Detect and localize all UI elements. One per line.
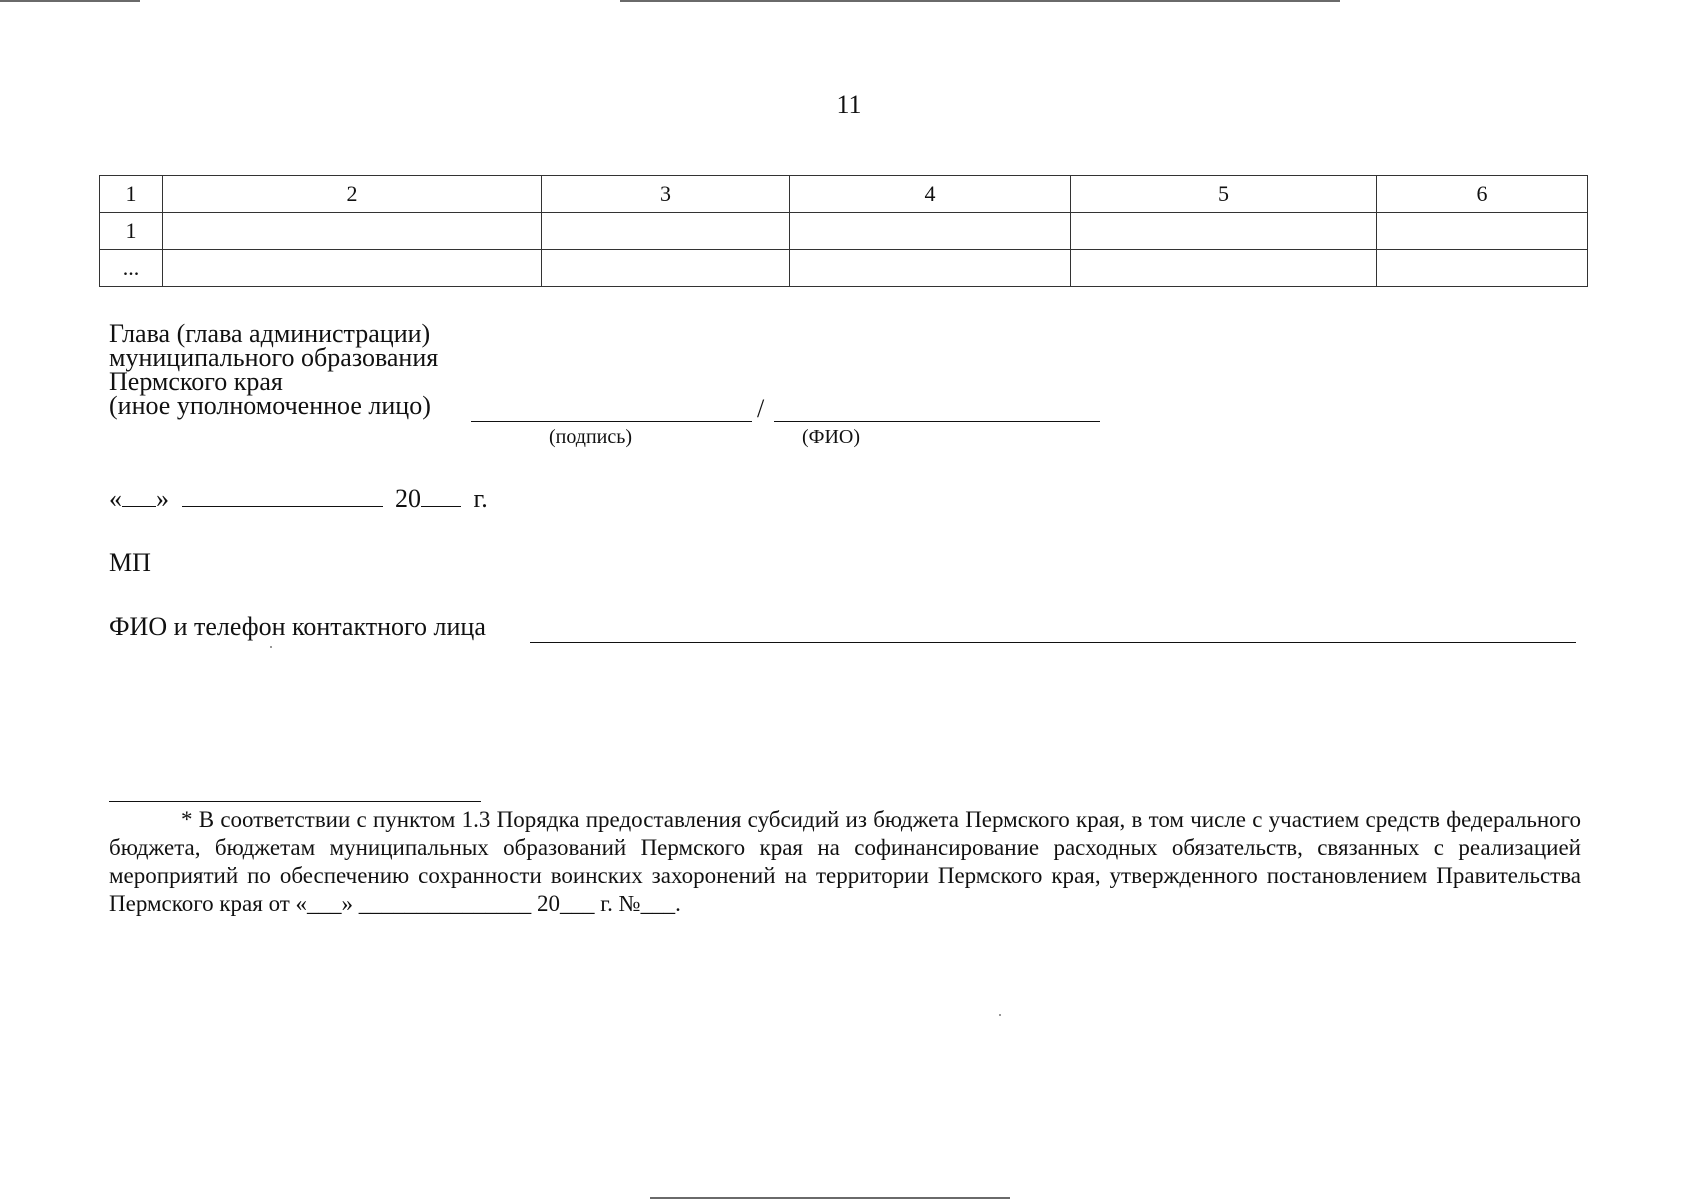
scan-edge-top-left	[0, 0, 140, 2]
signature-separator: /	[757, 394, 765, 423]
date-year-prefix: 20	[395, 484, 421, 513]
scan-speck	[999, 1014, 1001, 1016]
table-cell	[1377, 213, 1588, 250]
table-header-cell: 4	[790, 176, 1071, 213]
date-year-suffix: г.	[473, 484, 488, 513]
date-close-quote: »	[156, 484, 169, 513]
table-cell	[542, 250, 790, 287]
full-name-field[interactable]	[774, 421, 1100, 422]
scan-edge-top-right	[620, 0, 1340, 2]
full-name-caption: (ФИО)	[802, 426, 861, 448]
table-cell	[163, 213, 542, 250]
stamp-label: МП	[109, 548, 151, 577]
table-header-cell: 5	[1071, 176, 1377, 213]
signatory-title-line: (иное уполномоченное лицо)	[109, 391, 431, 420]
table-cell	[790, 250, 1071, 287]
contact-label: ФИО и телефон контактного лица	[109, 612, 486, 641]
signatory-title-line: Глава (глава администрации)	[109, 319, 431, 348]
table-header-cell: 3	[542, 176, 790, 213]
table-header-cell: 1	[100, 176, 163, 213]
table-cell	[163, 250, 542, 287]
table-row	[100, 250, 1588, 287]
table-header-cell: 6	[1377, 176, 1588, 213]
scan-speck	[270, 646, 272, 648]
signatory-title-line: муниципального образования	[109, 343, 439, 372]
signature-block	[109, 319, 439, 420]
scan-edge-bottom	[650, 1197, 1010, 1199]
table-header-cell: 2	[163, 176, 542, 213]
signature-caption: (подпись)	[549, 426, 633, 448]
footnote-separator	[109, 801, 481, 802]
page-number: 11	[836, 90, 862, 119]
contact-field[interactable]	[530, 642, 1576, 643]
table-cell	[1071, 250, 1377, 287]
table-cell: 1	[100, 213, 163, 250]
date-month-field[interactable]	[182, 484, 383, 507]
date-open-quote: «	[109, 484, 122, 513]
table-cell	[1377, 250, 1588, 287]
table-cell: ...	[100, 250, 163, 287]
table-cell	[542, 213, 790, 250]
signatory-title-line: Пермского края	[109, 367, 283, 396]
table-cell	[1071, 213, 1377, 250]
date-year-field[interactable]	[421, 484, 461, 507]
date-day-field[interactable]	[122, 484, 156, 507]
signature-field[interactable]	[471, 421, 752, 422]
footnote: * В соответствии с пунктом 1.3 Порядка предоставления субсидий из бюджета Пермского края, в том числе с участием средств федерального бюджета, бюджетам муниципальных образований Пермского края на софинансирование расходных обязательств, связанных с реализацией мероприятий по обеспечению сохранности воинских захоронений на территории Пермского края, утвержденного постановлением Правительства Пермского края от «___» _______________ 20___ г. №___.	[109, 807, 1581, 916]
table-cell	[790, 213, 1071, 250]
data-table	[99, 175, 1588, 287]
table-header-row	[100, 176, 1588, 213]
table-row	[100, 213, 1588, 250]
date-line	[109, 484, 488, 514]
